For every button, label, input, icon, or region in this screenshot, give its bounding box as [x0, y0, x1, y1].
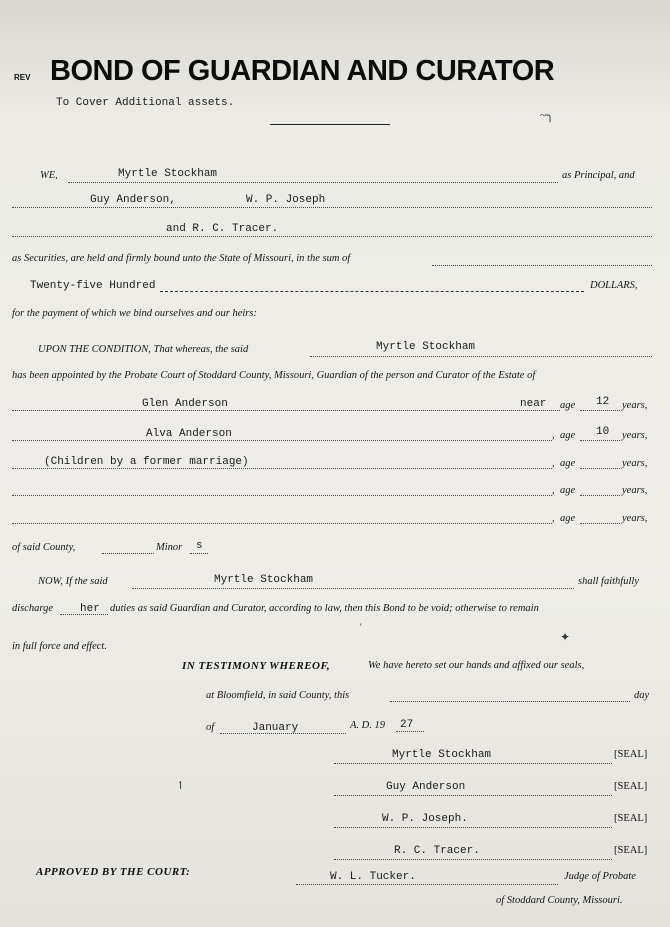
surety-2: W. P. Joseph: [246, 194, 326, 206]
minor-label: Minor: [156, 542, 183, 553]
pen-mark: ~╮: [540, 108, 554, 122]
faithfully-label: shall faithfully: [578, 576, 639, 587]
document-title: BOND OF GUARDIAN AND CURATOR: [50, 55, 555, 87]
minor-5-age-label: age: [560, 513, 576, 524]
testimony-text: We have hereto set our hands and affixed our seals,: [368, 660, 585, 671]
bond-amount: Twenty-five Hundred: [30, 280, 156, 292]
minor-1-age-label: age: [560, 400, 576, 411]
year-value: 27: [400, 719, 414, 731]
surety-1: Guy Anderson,: [90, 194, 176, 206]
discharge-label: discharge: [12, 603, 54, 614]
header-rule: [270, 124, 390, 125]
condition-label: UPON THE CONDITION, That whereas, the said: [38, 344, 249, 355]
bond-document: REV BOND OF GUARDIAN AND CURATOR To Cover Additional assets. ~╮ WE, Myrtle Stockham as Principal, and Guy Anderson, W. P. Joseph and R. C. Tracer. as Securities, are held and firmly bound unto the State of Missouri, in the sum of Twenty-five Hundred DOLLARS, for the payment of which we bind ourselves and our heirs: UPON THE CONDITION, That whereas, the said Myrtle Stockham has been appointed by the Probate Court of Stoddard County, Missouri, Guardian of the person and Curator of the Estate of Glen Anderson near age 12 years, Alva Anderson , age 10 years, (Children by a former marriage) , age years, , age years, , age years, of said County, Minor s NOW, If the said Myrtle Stockham shall faithfully discharge her duties as said Guardian and Curator, according to law, then this Bond to be void; otherwise to remain in full force and effect. ' ✦ IN TESTIMONY WHEREOF, We have hereto set our hands and affixed our seals, at Bloomfield, in said County, this day of January A. D. 19 27 Myrtle Stockham [SEAL] ↿ Guy Anderson [SEAL] W. P. Joseph. [SEAL] R. C. Tracer. [SEAL] APPROVED BY THE COURT: W. L. Tucker. Judge of Probate of Stoddard County, Missouri.: [0, 0, 670, 927]
minor-2-years: years,: [622, 430, 648, 441]
signature-1-seal: [SEAL]: [614, 749, 648, 760]
of-label: of: [206, 722, 215, 733]
minor-2-prefix: ,: [552, 430, 555, 441]
minor-1-age: 12: [596, 396, 610, 408]
revision-prefix: REV: [14, 73, 31, 82]
minor-4-prefix: ,: [552, 485, 555, 496]
appointed-text: has been appointed by the Probate Court of Stoddard County, Missouri, Guardian of the person and Curator of the Estate of: [12, 370, 536, 381]
signature-3-seal: [SEAL]: [614, 813, 648, 824]
place-text: at Bloomfield, in said County, this: [206, 690, 350, 701]
county-label: of said County,: [12, 542, 76, 553]
testimony-label: IN TESTIMONY WHEREOF,: [182, 660, 331, 672]
judge-title: Judge of Probate: [564, 871, 636, 882]
duties-text: duties as said Guardian and Curator, according to law, then this Bond to be void; otherwise to remain: [110, 603, 539, 614]
minor-1-name: Glen Anderson: [142, 398, 228, 410]
minor-suffix: s: [196, 540, 203, 552]
signature-1-name: Myrtle Stockham: [392, 749, 492, 761]
county-court-text: of Stoddard County, Missouri.: [496, 895, 623, 906]
minor-2-name: Alva Anderson: [146, 428, 232, 440]
signature-2-name: Guy Anderson: [386, 781, 466, 793]
signature-3-name: W. P. Joseph.: [382, 813, 468, 825]
pronoun: her: [80, 603, 100, 615]
minor-2-age-label: age: [560, 430, 576, 441]
document-subtitle: To Cover Additional assets.: [56, 97, 235, 109]
minor-5-years: years,: [622, 513, 648, 524]
minor-3-note: (Children by a former marriage): [44, 456, 249, 468]
approval-label: APPROVED BY THE COURT:: [36, 866, 191, 878]
surety-3: and R. C. Tracer.: [166, 223, 279, 235]
heirs-text: for the payment of which we bind ourselves and our heirs:: [12, 308, 257, 319]
minor-3-prefix: ,: [552, 458, 555, 469]
minor-5-prefix: ,: [552, 513, 555, 524]
minor-4-age-label: age: [560, 485, 576, 496]
minor-3-age-label: age: [560, 458, 576, 469]
dollars-label: DOLLARS,: [590, 280, 638, 291]
now-name: Myrtle Stockham: [214, 574, 314, 586]
minor-1-years: years,: [622, 400, 648, 411]
guardian-name: Myrtle Stockham: [376, 341, 476, 353]
judge-name: W. L. Tucker.: [330, 871, 416, 883]
minor-2-age: 10: [596, 426, 610, 438]
day-label: day: [634, 690, 650, 701]
minor-4-years: years,: [622, 485, 648, 496]
we-label: WE,: [40, 170, 58, 181]
ad-label: A. D. 19: [350, 720, 385, 731]
signature-2-seal: [SEAL]: [614, 781, 648, 792]
now-label: NOW, If the said: [38, 576, 108, 587]
force-text: in full force and effect.: [12, 641, 107, 652]
signature-4-seal: [SEAL]: [614, 845, 648, 856]
minor-3-years: years,: [622, 458, 648, 469]
securities-text: as Securities, are held and firmly bound unto the State of Missouri, in the sum of: [12, 253, 351, 264]
signature-4-name: R. C. Tracer.: [394, 845, 480, 857]
month-value: January: [252, 722, 299, 734]
minor-1-prefix: near: [520, 398, 547, 410]
principal-label: as Principal, and: [562, 170, 635, 181]
principal-name: Myrtle Stockham: [118, 168, 218, 180]
